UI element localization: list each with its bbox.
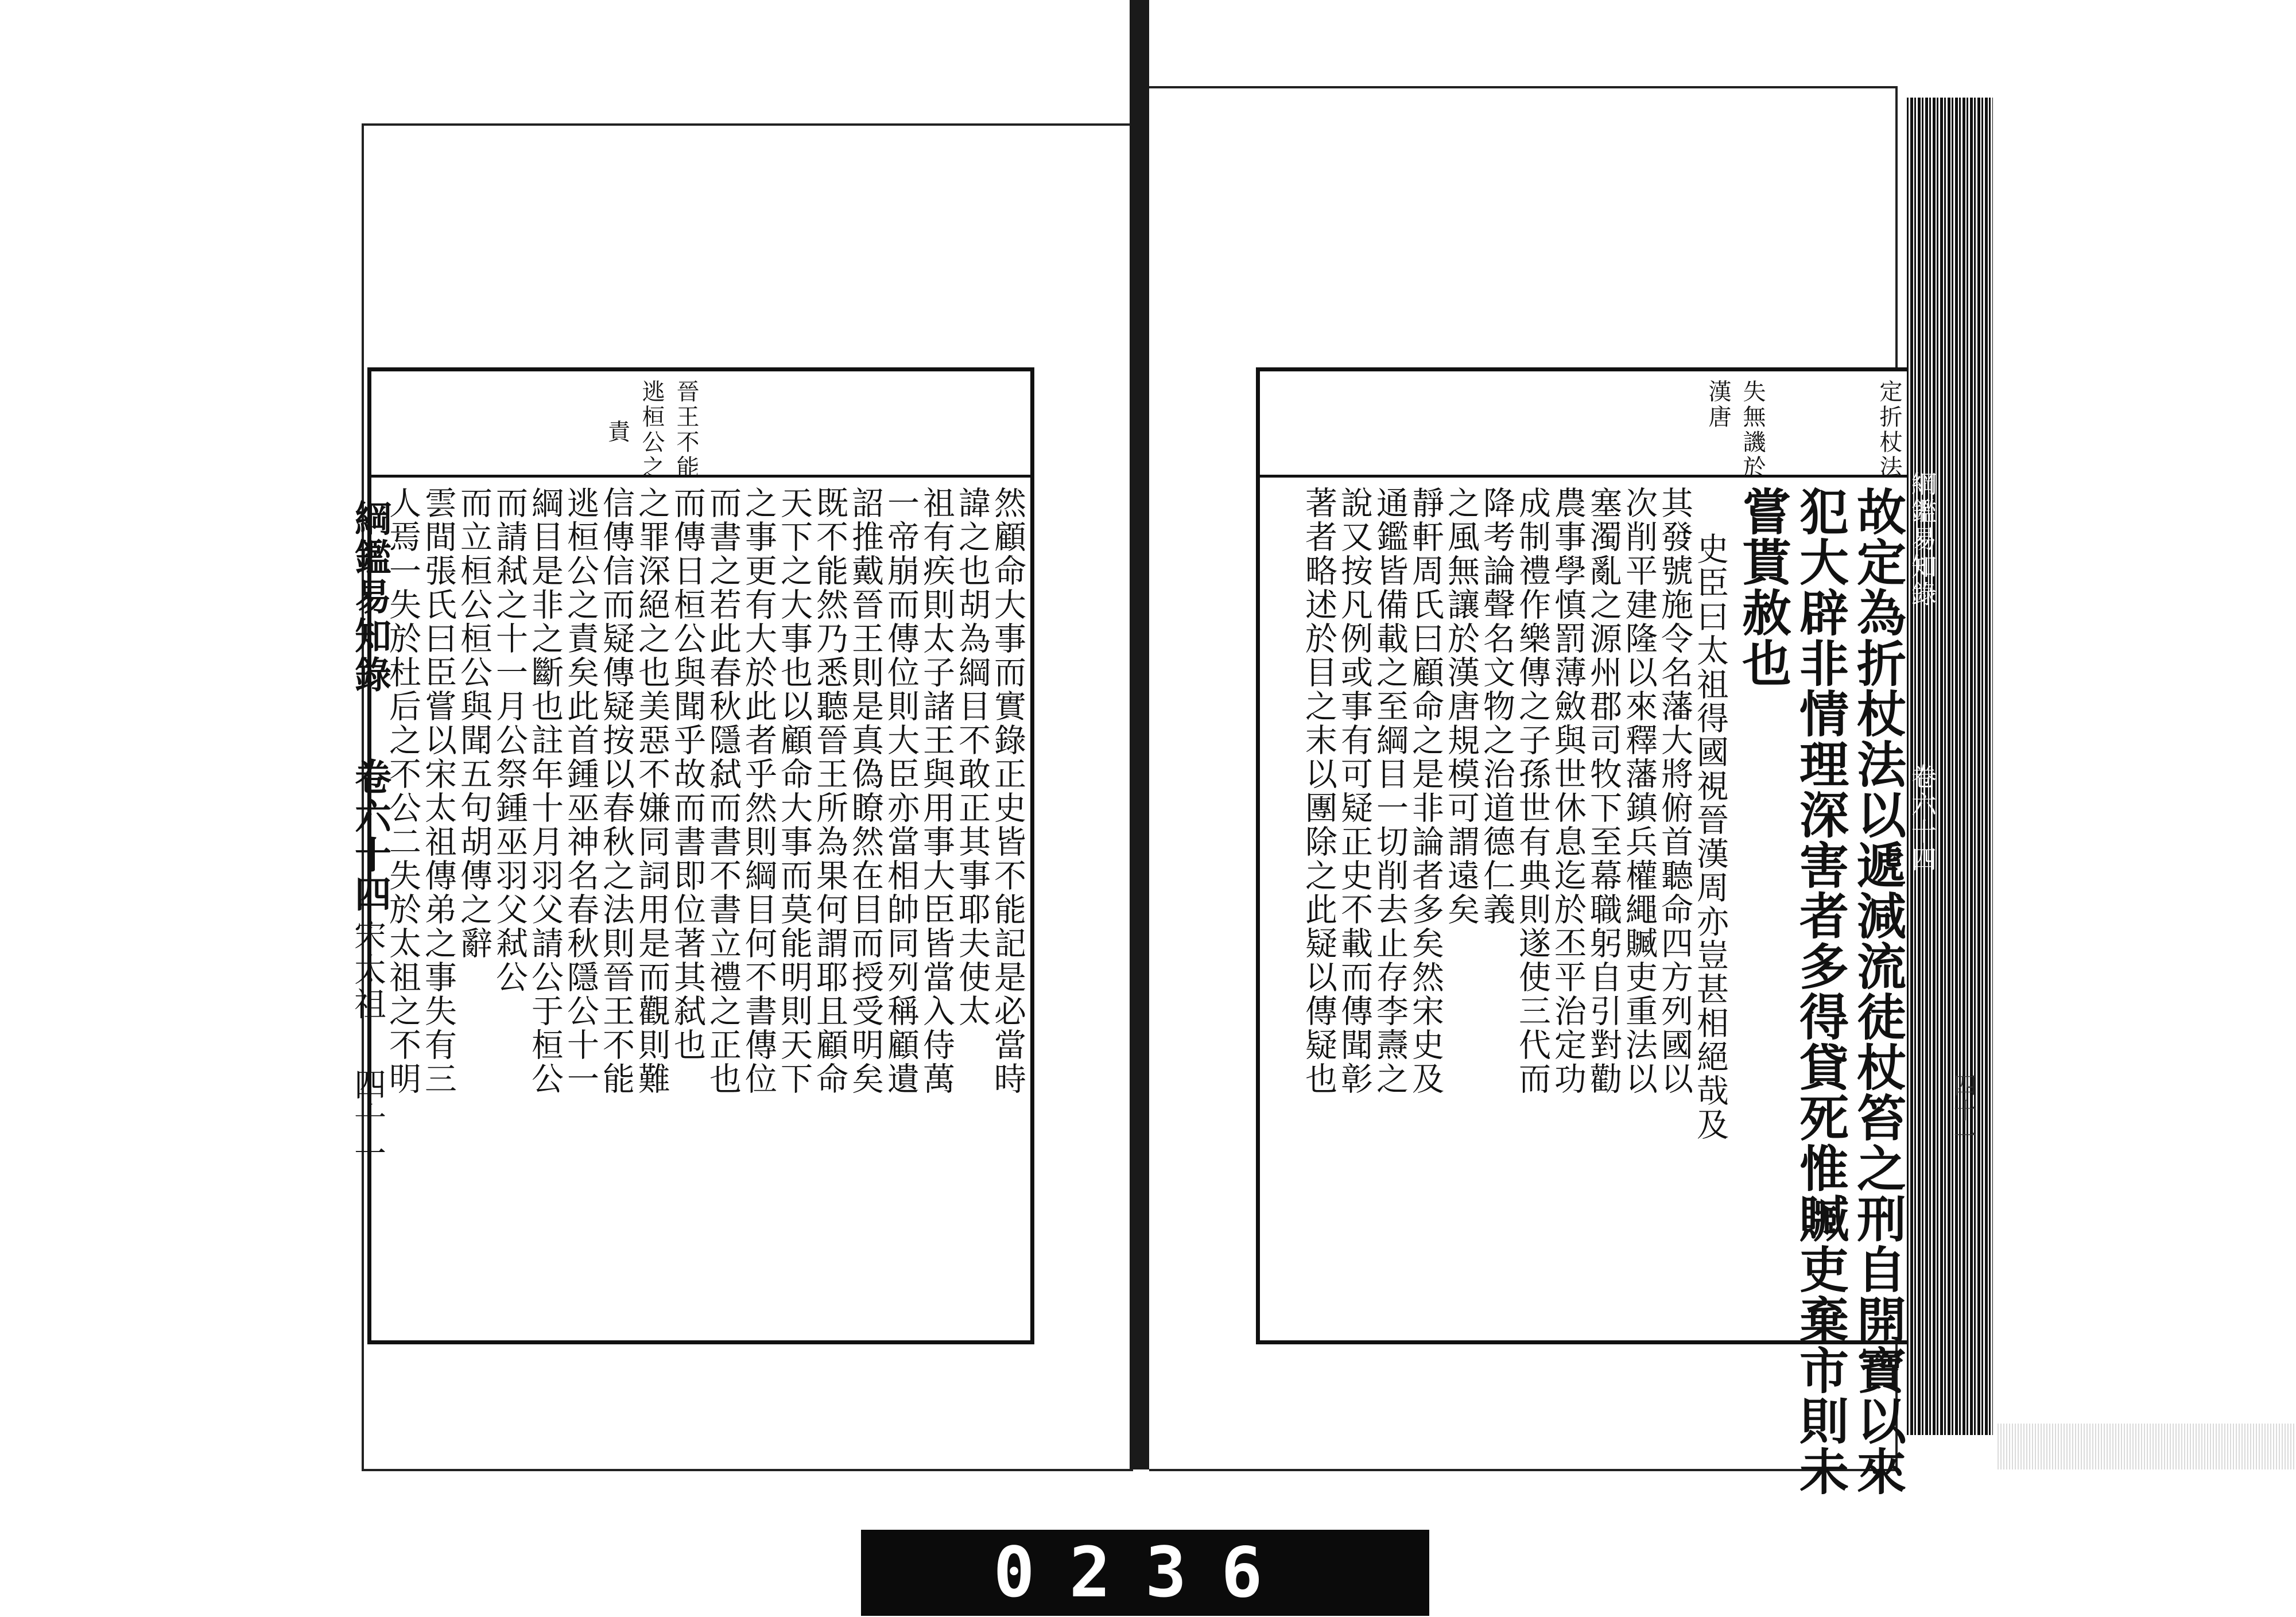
left-header-note-1: 晉王不能 — [673, 379, 699, 480]
left-text-column: 然顧命大事而實錄正史皆不能記是必當時 — [989, 486, 1026, 1096]
scan-noise — [1998, 1424, 2296, 1469]
right-margin-title: 綱鑑易知錄 — [1907, 471, 1936, 608]
left-text-column: 一帝崩而傳位則大臣亦當相帥同列稱顧遺 — [882, 486, 920, 1096]
right-commentary-column: 說又按凡例或事有可疑正史不載而傳聞彰 — [1336, 486, 1373, 1096]
left-text-column: 諱之也胡為綱目不敢正其事耶夫使太 — [953, 486, 991, 1028]
frame-counter — [861, 1530, 1429, 1616]
left-text-column: 之事更有大於此者乎然則綱目何不書傳位 — [740, 486, 777, 1096]
right-commentary-column: 靜軒周氏曰顧命之是非論者多矣然宋史及 — [1407, 486, 1444, 1096]
right-commentary-column: 史臣曰太祖得國視晉漢周亦豈甚相絕哉及 — [1692, 532, 1729, 1142]
right-header-band — [1260, 371, 1907, 478]
left-margin-title: 綱鑑易知錄 — [348, 499, 391, 695]
right-commentary-column: 塞濁亂之源州郡司牧下至幕職躬自引對勸 — [1585, 486, 1622, 1096]
left-header-note-3: 責 — [604, 420, 630, 445]
right-commentary-column: 通鑑皆備載之至綱目一切削去止存李燾之 — [1371, 486, 1409, 1096]
left-text-column: 信傳信而疑傳疑按以春秋之法則晉王不能 — [598, 486, 635, 1096]
left-text-column: 而書之若此春秋隱弑而書不書立禮之正也 — [704, 486, 742, 1096]
right-commentary-column: 其發號施令名藩大將俯首聽命四方列國以 — [1656, 486, 1693, 1096]
left-margin-section: 宋太祖 — [349, 918, 386, 1022]
right-commentary-column: 成制禮作樂傳之子孫世有典則遂使三代而 — [1514, 486, 1551, 1096]
left-text-column: 人焉一失於杜后之不公二失於太祖之不明 — [384, 486, 421, 1096]
frame-counter-value: 0236 — [993, 1533, 1297, 1613]
right-commentary-column: 農事學慎罰薄斂與世休息迄於丕平治定功 — [1549, 486, 1587, 1096]
right-commentary-column: 著者略述於目之末以團除之此疑以傳疑也 — [1300, 486, 1337, 1096]
right-commentary-column: 降考論聲名文物之治道德仁義 — [1478, 486, 1515, 926]
left-text-column: 既不能然乃悉聽晉王所為果何謂耶且顧命 — [811, 486, 848, 1096]
right-header-note-2: 漢唐 — [1705, 379, 1731, 430]
left-header-band — [371, 371, 1030, 478]
left-margin-page: 四十一 — [349, 1068, 386, 1171]
right-commentary-column: 之風無讓於漢唐規模可謂遠矣 — [1442, 486, 1480, 926]
right-text-block — [1256, 367, 1911, 1496]
left-header-note-2: 逃桓公之 — [638, 379, 665, 480]
right-header-note-main: 定折杖法 — [1876, 379, 1902, 480]
right-margin-volume: 卷六十四 — [1907, 763, 1936, 874]
left-text-column: 詔推戴晉王則是真偽瞭然在目而授受明矣 — [847, 486, 884, 1096]
left-margin-volume: 卷六十四 — [348, 758, 391, 914]
left-text-column: 天下之大事也以顧命大事而莫能明則天下 — [775, 486, 813, 1096]
left-text-column: 綱目是非之斷也註年十月羽父請公于桓公 — [526, 486, 564, 1096]
left-text-column: 逃桓公之責矣此首鍾巫神名春秋隱公十一 — [562, 486, 599, 1096]
right-header-note-1: 失無譏於 — [1739, 379, 1766, 480]
left-text-column: 而請弒之十一月公祭鍾巫羽父弒公 — [491, 486, 528, 994]
left-text-column: 之罪深絕之也美惡不嫌同詞用是而觀則難 — [633, 486, 670, 1096]
book-gutter — [1130, 0, 1149, 1469]
left-text-column: 雲間張氏曰臣嘗以宋太祖傳弟之事失有三 — [420, 486, 457, 1096]
right-main-column: 嘗貰赦也 — [1733, 486, 1791, 688]
right-main-column: 故定為折杖法以遞減流徒杖笞之刑自開寶以來 — [1848, 486, 1906, 1496]
left-text-block — [367, 367, 1034, 1344]
right-margin-page: 四十一 — [1950, 1073, 1976, 1149]
left-text-column: 而立桓公桓公與聞五句胡傳之辭 — [455, 486, 492, 960]
right-main-column: 犯大辟非情理深害者多得貸死惟贓吏棄市則未 — [1791, 486, 1849, 1496]
left-text-column: 而傳日桓公與聞乎故而書即位著其弑也 — [669, 486, 706, 1062]
left-text-column: 祖有疾則太子諸王與用事大臣皆當入侍萬 — [918, 486, 955, 1096]
right-commentary-column: 次削平建隆以來釋藩鎮兵權繩贓吏重法以 — [1620, 486, 1658, 1096]
